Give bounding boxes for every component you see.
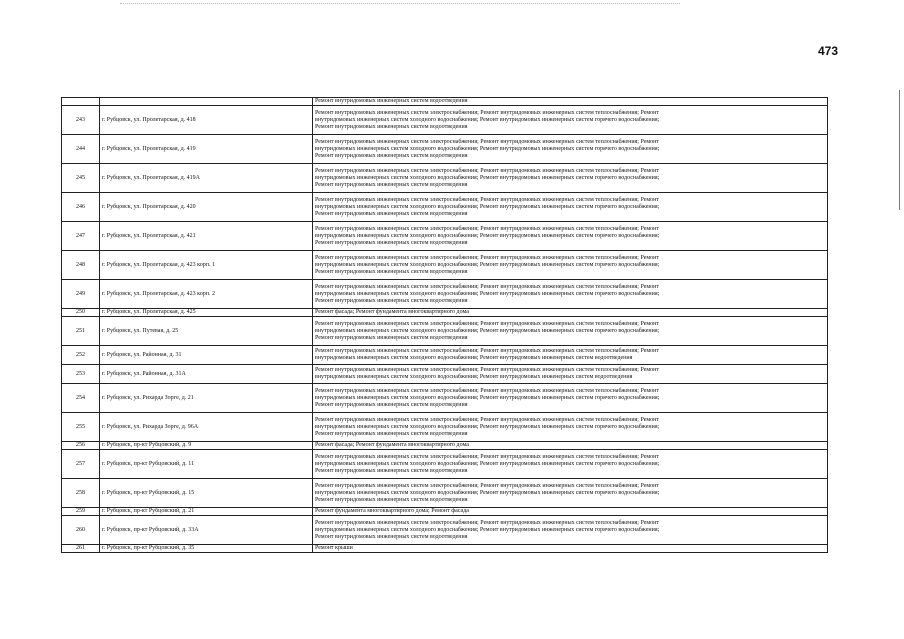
row-number-cell: 245 (62, 164, 100, 193)
row-number-cell: 252 (62, 346, 100, 365)
table-row (62, 384, 828, 413)
works-cell: Ремонт внутридомовых инженерных систем электроснабжения; Ремонт внутридомовых инженерных систем теплоснабжения; Ремонт внутридомовых инженерных систем холодного водоснабжения; Ремонт внутридомовых инженерных систем горячего водоснабжения; Ремонт внутридомовых инженерных систем водоотведения (313, 384, 828, 413)
address-cell: г. Рубцовск, пр-кт Рубцовский, д. 15 (100, 479, 313, 508)
address-cell: г. Рубцовск, пр-кт Рубцовский, д. 33А (100, 516, 313, 545)
row-number-cell: 256 (62, 442, 100, 450)
address-cell: г. Рубцовск, ул. Районная, д. 31А (100, 365, 313, 384)
address-cell: г. Рубцовск, ул. Пролетарская, д. 425 (100, 309, 313, 317)
row-number-cell: 246 (62, 193, 100, 222)
table-row (62, 317, 828, 346)
row-number-cell (62, 98, 100, 106)
table-row (62, 545, 828, 553)
page-edge-line (899, 90, 900, 210)
address-cell: г. Рубцовск, ул. Пролетарская, д. 423 корп. 1 (100, 251, 313, 280)
table-body (62, 98, 828, 553)
row-number-cell: 260 (62, 516, 100, 545)
works-cell: Ремонт внутридомовых инженерных систем электроснабжения; Ремонт внутридомовых инженерных систем теплоснабжения; Ремонт внутридомовых инженерных систем холодного водоснабжения; Ремонт внутридомовых инженерных систем горячего водоснабжения; Ремонт внутридомовых инженерных систем водоотведения (313, 280, 828, 309)
row-number-cell: 251 (62, 317, 100, 346)
works-cell: Ремонт внутридомовых инженерных систем электроснабжения; Ремонт внутридомовых инженерных систем теплоснабжения; Ремонт внутридомовых инженерных систем холодного водоснабжения; Ремонт внутридомовых инженерных систем горячего водоснабжения; Ремонт внутридомовых инженерных систем водоотведения (313, 479, 828, 508)
address-cell: г. Рубцовск, ул. Рихарда Зорге, д. 21 (100, 384, 313, 413)
works-cell: Ремонт фасада; Ремонт фундамента многоквартирного дома (313, 309, 828, 317)
row-number-cell: 254 (62, 384, 100, 413)
works-cell: Ремонт внутридомовых инженерных систем электроснабжения; Ремонт внутридомовых инженерных систем теплоснабжения; Ремонт внутридомовых инженерных систем холодного водоснабжения; Ремонт внутридомовых инженерных систем горячего водоснабжения; Ремонт внутридомовых инженерных систем водоотведения (313, 106, 828, 135)
works-cell: Ремонт внутридомовых инженерных систем электроснабжения; Ремонт внутридомовых инженерных систем теплоснабжения; Ремонт внутридомовых инженерных систем холодного водоснабжения; Ремонт внутридомовых инженерных систем водоотведения (313, 346, 828, 365)
row-number-cell: 243 (62, 106, 100, 135)
table-row (62, 450, 828, 479)
row-number-cell: 261 (62, 545, 100, 553)
works-cell: Ремонт крыши (313, 545, 828, 553)
table-row (62, 479, 828, 508)
row-number-cell: 247 (62, 222, 100, 251)
works-cell: Ремонт внутридомовых инженерных систем электроснабжения; Ремонт внутридомовых инженерных систем теплоснабжения; Ремонт внутридомовых инженерных систем холодного водоснабжения; Ремонт внутридомовых инженерных систем водоотведения (313, 365, 828, 384)
address-cell: г. Рубцовск, ул. Пролетарская, д. 418 (100, 106, 313, 135)
address-cell: г. Рубцовск, ул. Пролетарская, д. 421 (100, 222, 313, 251)
table-row (62, 98, 828, 106)
row-number-cell: 257 (62, 450, 100, 479)
address-cell: г. Рубцовск, ул. Рихарда Зорге, д. 96А (100, 413, 313, 442)
address-cell (100, 98, 313, 106)
row-number-cell: 250 (62, 309, 100, 317)
address-cell: г. Рубцовск, ул. Районная, д. 31 (100, 346, 313, 365)
address-cell: г. Рубцовск, ул. Пролетарская, д. 419 (100, 135, 313, 164)
address-cell: г. Рубцовск, ул. Путевая, д. 25 (100, 317, 313, 346)
works-cell: Ремонт фундамента многоквартирного дома; Ремонт фасада (313, 508, 828, 516)
address-cell: г. Рубцовск, ул. Пролетарская, д. 423 корп. 2 (100, 280, 313, 309)
works-cell: Ремонт внутридомовых инженерных систем электроснабжения; Ремонт внутридомовых инженерных систем теплоснабжения; Ремонт внутридомовых инженерных систем холодного водоснабжения; Ремонт внутридомовых инженерных систем горячего водоснабжения; Ремонт внутридомовых инженерных систем водоотведения (313, 222, 828, 251)
table-row (62, 365, 828, 384)
table-row (62, 442, 828, 450)
table-row (62, 309, 828, 317)
table-row (62, 135, 828, 164)
page-number: 473 (818, 44, 839, 58)
works-cell: Ремонт внутридомовых инженерных систем электроснабжения; Ремонт внутридомовых инженерных систем теплоснабжения; Ремонт внутридомовых инженерных систем холодного водоснабжения; Ремонт внутридомовых инженерных систем горячего водоснабжения; Ремонт внутридомовых инженерных систем водоотведения (313, 450, 828, 479)
scan-artifact-dots (120, 3, 680, 5)
row-number-cell: 255 (62, 413, 100, 442)
row-number-cell: 249 (62, 280, 100, 309)
table-row (62, 413, 828, 442)
address-cell: г. Рубцовск, пр-кт Рубцовский, д. 21 (100, 508, 313, 516)
row-number-cell: 253 (62, 365, 100, 384)
row-number-cell: 259 (62, 508, 100, 516)
works-cell: Ремонт внутридомовых инженерных систем электроснабжения; Ремонт внутридомовых инженерных систем теплоснабжения; Ремонт внутридомовых инженерных систем холодного водоснабжения; Ремонт внутридомовых инженерных систем горячего водоснабжения; Ремонт внутридомовых инженерных систем водоотведения (313, 251, 828, 280)
table-row (62, 164, 828, 193)
works-cell: Ремонт внутридомовых инженерных систем электроснабжения; Ремонт внутридомовых инженерных систем теплоснабжения; Ремонт внутридомовых инженерных систем холодного водоснабжения; Ремонт внутридомовых инженерных систем горячего водоснабжения; Ремонт внутридомовых инженерных систем водоотведения (313, 135, 828, 164)
works-cell: Ремонт фасада; Ремонт фундамента многоквартирного дома (313, 442, 828, 450)
works-cell: Ремонт внутридомовых инженерных систем электроснабжения; Ремонт внутридомовых инженерных систем теплоснабжения; Ремонт внутридомовых инженерных систем холодного водоснабжения; Ремонт внутридомовых инженерных систем горячего водоснабжения; Ремонт внутридомовых инженерных систем водоотведения (313, 413, 828, 442)
table-row (62, 251, 828, 280)
address-cell: г. Рубцовск, пр-кт Рубцовский, д. 11 (100, 450, 313, 479)
table-row (62, 508, 828, 516)
address-cell: г. Рубцовск, ул. Пролетарская, д. 419А (100, 164, 313, 193)
address-cell: г. Рубцовск, пр-кт Рубцовский, д. 35 (100, 545, 313, 553)
row-number-cell: 244 (62, 135, 100, 164)
table-row (62, 346, 828, 365)
table-row (62, 280, 828, 309)
works-cell: Ремонт внутридомовых инженерных систем водоотведения (313, 98, 828, 106)
table-row (62, 222, 828, 251)
row-number-cell: 248 (62, 251, 100, 280)
table-row (62, 516, 828, 545)
table-row (62, 193, 828, 222)
address-cell: г. Рубцовск, пр-кт Рубцовский, д. 9 (100, 442, 313, 450)
works-cell: Ремонт внутридомовых инженерных систем электроснабжения; Ремонт внутридомовых инженерных систем теплоснабжения; Ремонт внутридомовых инженерных систем холодного водоснабжения; Ремонт внутридомовых инженерных систем горячего водоснабжения; Ремонт внутридомовых инженерных систем водоотведения (313, 193, 828, 222)
works-cell: Ремонт внутридомовых инженерных систем электроснабжения; Ремонт внутридомовых инженерных систем теплоснабжения; Ремонт внутридомовых инженерных систем холодного водоснабжения; Ремонт внутридомовых инженерных систем горячего водоснабжения; Ремонт внутридомовых инженерных систем водоотведения (313, 317, 828, 346)
works-cell: Ремонт внутридомовых инженерных систем электроснабжения; Ремонт внутридомовых инженерных систем теплоснабжения; Ремонт внутридомовых инженерных систем холодного водоснабжения; Ремонт внутридомовых инженерных систем горячего водоснабжения; Ремонт внутридомовых инженерных систем водоотведения (313, 164, 828, 193)
table-row (62, 106, 828, 135)
row-number-cell: 258 (62, 479, 100, 508)
works-cell: Ремонт внутридомовых инженерных систем электроснабжения; Ремонт внутридомовых инженерных систем теплоснабжения; Ремонт внутридомовых инженерных систем холодного водоснабжения; Ремонт внутридомовых инженерных систем горячего водоснабжения; Ремонт внутридомовых инженерных систем водоотведения (313, 516, 828, 545)
repair-works-table (61, 97, 828, 553)
address-cell: г. Рубцовск, ул. Пролетарская, д. 420 (100, 193, 313, 222)
